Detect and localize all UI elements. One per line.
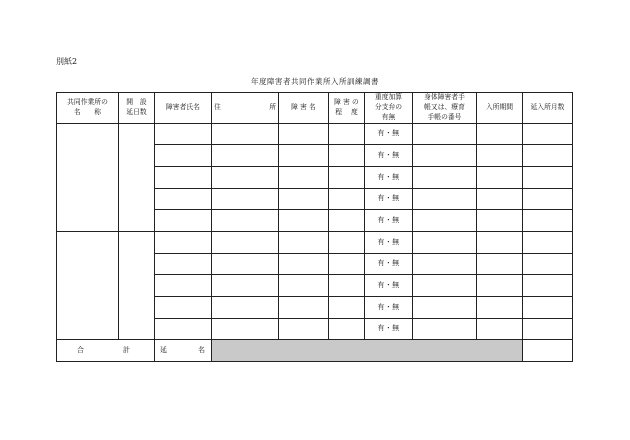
severe-extra-cell[interactable]: 有・無 (365, 253, 413, 275)
header-facility-name-line2: 名 称 (73, 107, 102, 116)
total-months-cell[interactable] (523, 231, 573, 253)
total-months-cell[interactable] (523, 145, 573, 167)
person-name-cell[interactable] (155, 210, 212, 232)
address-cell[interactable] (212, 210, 279, 232)
disability-name-cell[interactable] (279, 123, 329, 145)
admission-period-cell[interactable] (477, 297, 523, 319)
header-row (57, 93, 573, 124)
severe-extra-cell[interactable]: 有・無 (365, 166, 413, 188)
admission-period-cell[interactable] (477, 210, 523, 232)
person-name-cell[interactable] (155, 231, 212, 253)
disability-degree-cell[interactable] (329, 231, 365, 253)
total-months-cell[interactable] (523, 166, 573, 188)
person-name-cell[interactable] (155, 253, 212, 275)
disability-degree-cell[interactable] (329, 275, 365, 297)
header-severe-extra-line3: 有無 (381, 112, 396, 121)
header-open-days (119, 93, 155, 124)
header-open-days-line2: 延日数 (126, 107, 147, 116)
address-cell[interactable] (212, 297, 279, 319)
total-label-cell (57, 340, 155, 362)
disability-name-cell[interactable] (279, 275, 329, 297)
severe-extra-cell[interactable]: 有・無 (365, 231, 413, 253)
certificate-cell[interactable] (413, 253, 477, 275)
certificate-cell[interactable] (413, 145, 477, 167)
header-severe-extra-line1: 重度加算 (374, 93, 403, 101)
severe-extra-cell[interactable]: 有・無 (365, 188, 413, 210)
total-person-part1: 延 (160, 346, 167, 355)
person-name-cell[interactable] (155, 145, 212, 167)
certificate-cell[interactable] (413, 297, 477, 319)
admission-period-cell[interactable] (477, 231, 523, 253)
total-months-cell[interactable] (523, 297, 573, 319)
severe-extra-cell[interactable]: 有・無 (365, 145, 413, 167)
header-severe-extra (365, 93, 413, 124)
disability-name-cell[interactable] (279, 231, 329, 253)
header-open-days-line1: 開 設 (126, 97, 147, 106)
facility-name-cell[interactable] (57, 123, 119, 231)
address-cell[interactable] (212, 318, 279, 340)
severe-extra-cell[interactable]: 有・無 (365, 318, 413, 340)
total-months-cell[interactable] (523, 318, 573, 340)
address-cell[interactable] (212, 188, 279, 210)
severe-extra-cell[interactable]: 有・無 (365, 123, 413, 145)
disability-degree-cell[interactable] (329, 123, 365, 145)
person-name-cell[interactable] (155, 123, 212, 145)
total-months-cell[interactable] (523, 210, 573, 232)
address-cell[interactable] (212, 253, 279, 275)
disability-name-cell[interactable] (279, 145, 329, 167)
open-days-cell[interactable] (119, 123, 155, 231)
certificate-cell[interactable] (413, 210, 477, 232)
header-admission-period: 入所期間 (477, 93, 523, 124)
facility-name-cell[interactable] (57, 231, 119, 339)
total-months-cell[interactable] (523, 253, 573, 275)
total-label-part1: 合 (77, 346, 84, 355)
person-name-cell[interactable] (155, 318, 212, 340)
header-address (212, 93, 279, 124)
header-certificate-line2: 帳又は、療育 (424, 102, 465, 111)
disability-name-cell[interactable] (279, 210, 329, 232)
document-title: 年度障害者共同作業所入所訓練調書 (251, 77, 379, 86)
header-disability-name: 障 害 名 (279, 93, 329, 124)
address-cell[interactable] (212, 275, 279, 297)
disability-name-cell[interactable] (279, 166, 329, 188)
table-body (57, 123, 573, 362)
person-name-cell[interactable] (155, 297, 212, 319)
address-cell[interactable] (212, 145, 279, 167)
total-person-part2: 名 (198, 346, 205, 355)
total-label-part2: 計 (123, 346, 130, 355)
address-cell[interactable] (212, 123, 279, 145)
certificate-cell[interactable] (413, 318, 477, 340)
address-cell[interactable] (212, 166, 279, 188)
total-months-cell[interactable] (523, 340, 573, 362)
total-months-cell[interactable] (523, 188, 573, 210)
training-record-table (56, 92, 573, 362)
total-months-cell[interactable] (523, 123, 573, 145)
certificate-cell[interactable] (413, 166, 477, 188)
open-days-cell[interactable] (119, 231, 155, 339)
disability-degree-cell[interactable] (329, 253, 365, 275)
admission-period-cell[interactable] (477, 188, 523, 210)
disability-name-cell[interactable] (279, 297, 329, 319)
disability-degree-cell[interactable] (329, 166, 365, 188)
total-row (57, 340, 573, 362)
header-facility-name (57, 93, 119, 124)
disability-degree-cell[interactable] (329, 188, 365, 210)
severe-extra-cell[interactable]: 有・無 (365, 210, 413, 232)
disability-degree-cell[interactable] (329, 210, 365, 232)
certificate-cell[interactable] (413, 231, 477, 253)
certificate-cell[interactable] (413, 123, 477, 145)
total-shaded-cell (212, 340, 523, 362)
header-disability-degree-line1: 障 害 の (334, 97, 359, 106)
header-address-part1: 住 (214, 102, 221, 111)
total-months-cell[interactable] (523, 275, 573, 297)
severe-extra-cell[interactable]: 有・無 (365, 275, 413, 297)
total-person-cell (155, 340, 212, 362)
header-certificate-line3: 手帳の番号 (427, 112, 462, 121)
header-total-months: 延入所月数 (523, 93, 573, 124)
disability-name-cell[interactable] (279, 188, 329, 210)
header-severe-extra-line2: 分支弁の (374, 102, 403, 111)
header-person-name: 障害者氏名 (155, 93, 212, 124)
severe-extra-cell[interactable]: 有・無 (365, 297, 413, 319)
person-name-cell[interactable] (155, 166, 212, 188)
admission-period-cell[interactable] (477, 275, 523, 297)
disability-degree-cell[interactable] (329, 318, 365, 340)
certificate-cell[interactable] (413, 275, 477, 297)
person-name-cell[interactable] (155, 275, 212, 297)
admission-period-cell[interactable] (477, 253, 523, 275)
table-row (57, 231, 573, 253)
admission-period-cell[interactable] (477, 318, 523, 340)
table-row (57, 123, 573, 145)
admission-period-cell[interactable] (477, 123, 523, 145)
disability-degree-cell[interactable] (329, 297, 365, 319)
header-certificate (413, 93, 477, 124)
header-facility-name-line1: 共同作業所の (67, 97, 108, 106)
disability-name-cell[interactable] (279, 318, 329, 340)
disability-name-cell[interactable] (279, 253, 329, 275)
header-disability-degree (329, 93, 365, 124)
admission-period-cell[interactable] (477, 145, 523, 167)
header-address-part2: 所 (269, 102, 276, 111)
person-name-cell[interactable] (155, 188, 212, 210)
address-cell[interactable] (212, 231, 279, 253)
certificate-cell[interactable] (413, 188, 477, 210)
header-disability-degree-line2: 程 度 (335, 107, 358, 116)
admission-period-cell[interactable] (477, 166, 523, 188)
page-label: 別紙2 (56, 57, 78, 66)
disability-degree-cell[interactable] (329, 145, 365, 167)
header-certificate-line1: 身体障害者手 (424, 93, 465, 101)
